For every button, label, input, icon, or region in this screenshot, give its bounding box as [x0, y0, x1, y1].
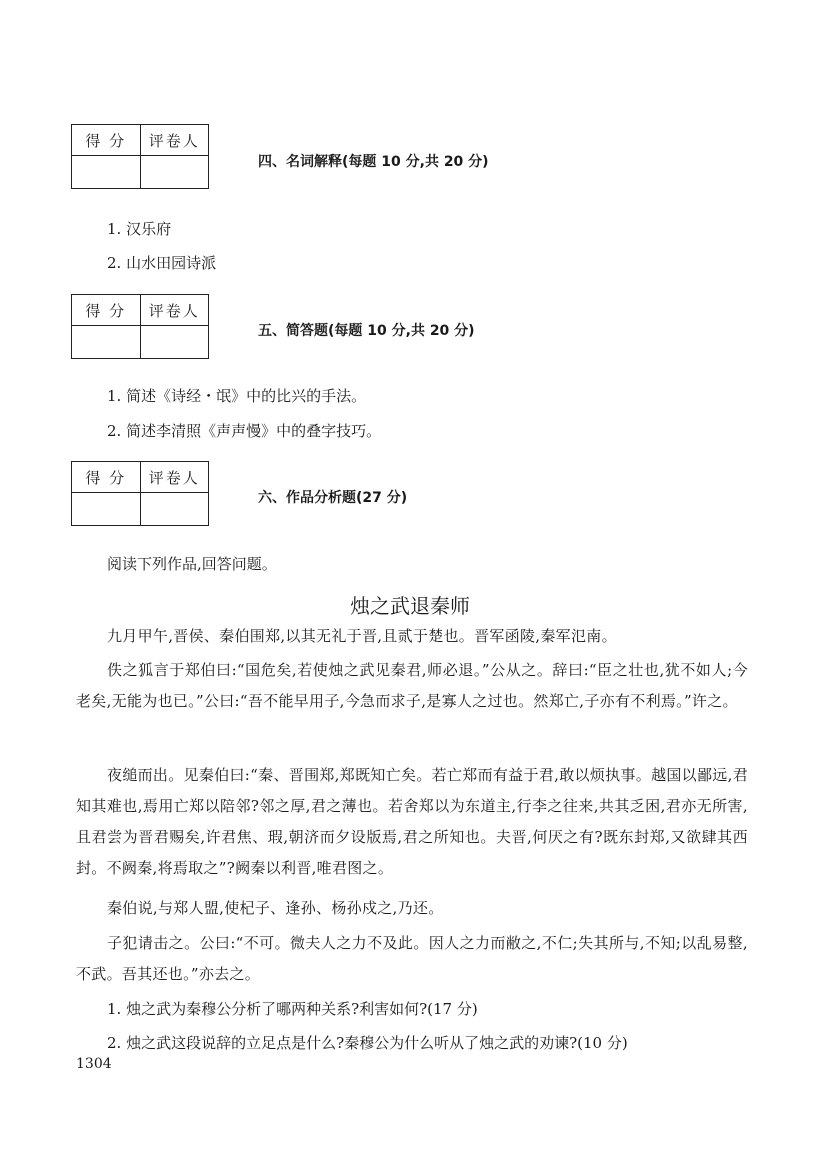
grader-cell: [140, 326, 209, 359]
score-label: 得 分: [72, 125, 141, 156]
text-paragraph-2: 佚之狐言于郑伯曰:“国危矣,若使烛之武见秦君,师必退。”公从之。辞曰:“臣之壮也,犹不如人;今老矣,无能为也已。”公曰:“吾不能早用子,今急而求子,是寡人之过也。然郑亡,子亦有不利焉。”许之。: [76, 661, 748, 710]
text-paragraph-3: 夜缒而出。见秦伯曰:“秦、晋围郑,郑既知亡矣。若亡郑而有益于君,敢以烦执事。越国以鄙远,君知其难也,焉用亡郑以陪邻?邻之厚,君之薄也。若舍郑以为东道主,行李之往来,共其乏困,君亦无所害,且君尝为晋君赐矣,许君焦、瑕,朝济而夕设版焉,君之所知也。夫晋,何厌之有?既东封郑,又欲肆其西封。不阙秦,将焉取之”?阙秦以利晋,唯君图之。: [76, 766, 748, 877]
score-label: 得 分: [72, 462, 141, 493]
grader-label: 评卷人: [140, 125, 209, 156]
grader-label: 评卷人: [140, 462, 209, 493]
text-paragraph-4: 秦伯说,与郑人盟,使杞子、逢孙、杨孙戍之,乃还。: [107, 899, 444, 917]
score-cell: [72, 493, 141, 526]
score-box-section5: [71, 294, 209, 359]
section6-intro: 阅读下列作品,回答问题。: [107, 555, 277, 573]
text-paragraph-5: 子犯请击之。公曰:“不可。微夫人之力不及此。因人之力而敝之,不仁;失其所与,不知;以乱易整,不武。吾其还也。”亦去之。: [76, 934, 748, 983]
grader-cell: [140, 156, 209, 189]
page-number: 1304: [76, 1056, 112, 1072]
text-paragraph-1: 九月甲午,晋侯、秦伯围郑,以其无礼于晋,且贰于楚也。晋军函陵,秦军氾南。: [107, 627, 617, 645]
section5-item-1: 1. 简述《诗经・氓》中的比兴的手法。: [107, 387, 367, 405]
section6-title: 六、作品分析题(27 分): [258, 490, 408, 506]
score-cell: [72, 326, 141, 359]
grader-cell: [140, 493, 209, 526]
score-cell: [72, 156, 141, 189]
section4-item-2: 2. 山水田园诗派: [107, 254, 217, 272]
question-2: 2. 烛之武这段说辞的立足点是什么?秦穆公为什么听从了烛之武的劝谏?(10 分): [107, 1034, 628, 1052]
text-title: 烛之武退秦师: [350, 594, 470, 618]
score-box-section4: [71, 124, 209, 189]
section5-title: 五、简答题(每题 10 分,共 20 分): [258, 323, 475, 339]
section4-item-1: 1. 汉乐府: [107, 220, 172, 238]
question-1: 1. 烛之武为秦穆公分析了哪两种关系?利害如何?(17 分): [107, 1000, 478, 1018]
section4-title: 四、名词解释(每题 10 分,共 20 分): [258, 154, 489, 170]
score-box-section6: [71, 461, 209, 526]
section5-item-2: 2. 简述李清照《声声慢》中的叠字技巧。: [107, 422, 382, 440]
grader-label: 评卷人: [140, 295, 209, 326]
score-label: 得 分: [72, 295, 141, 326]
